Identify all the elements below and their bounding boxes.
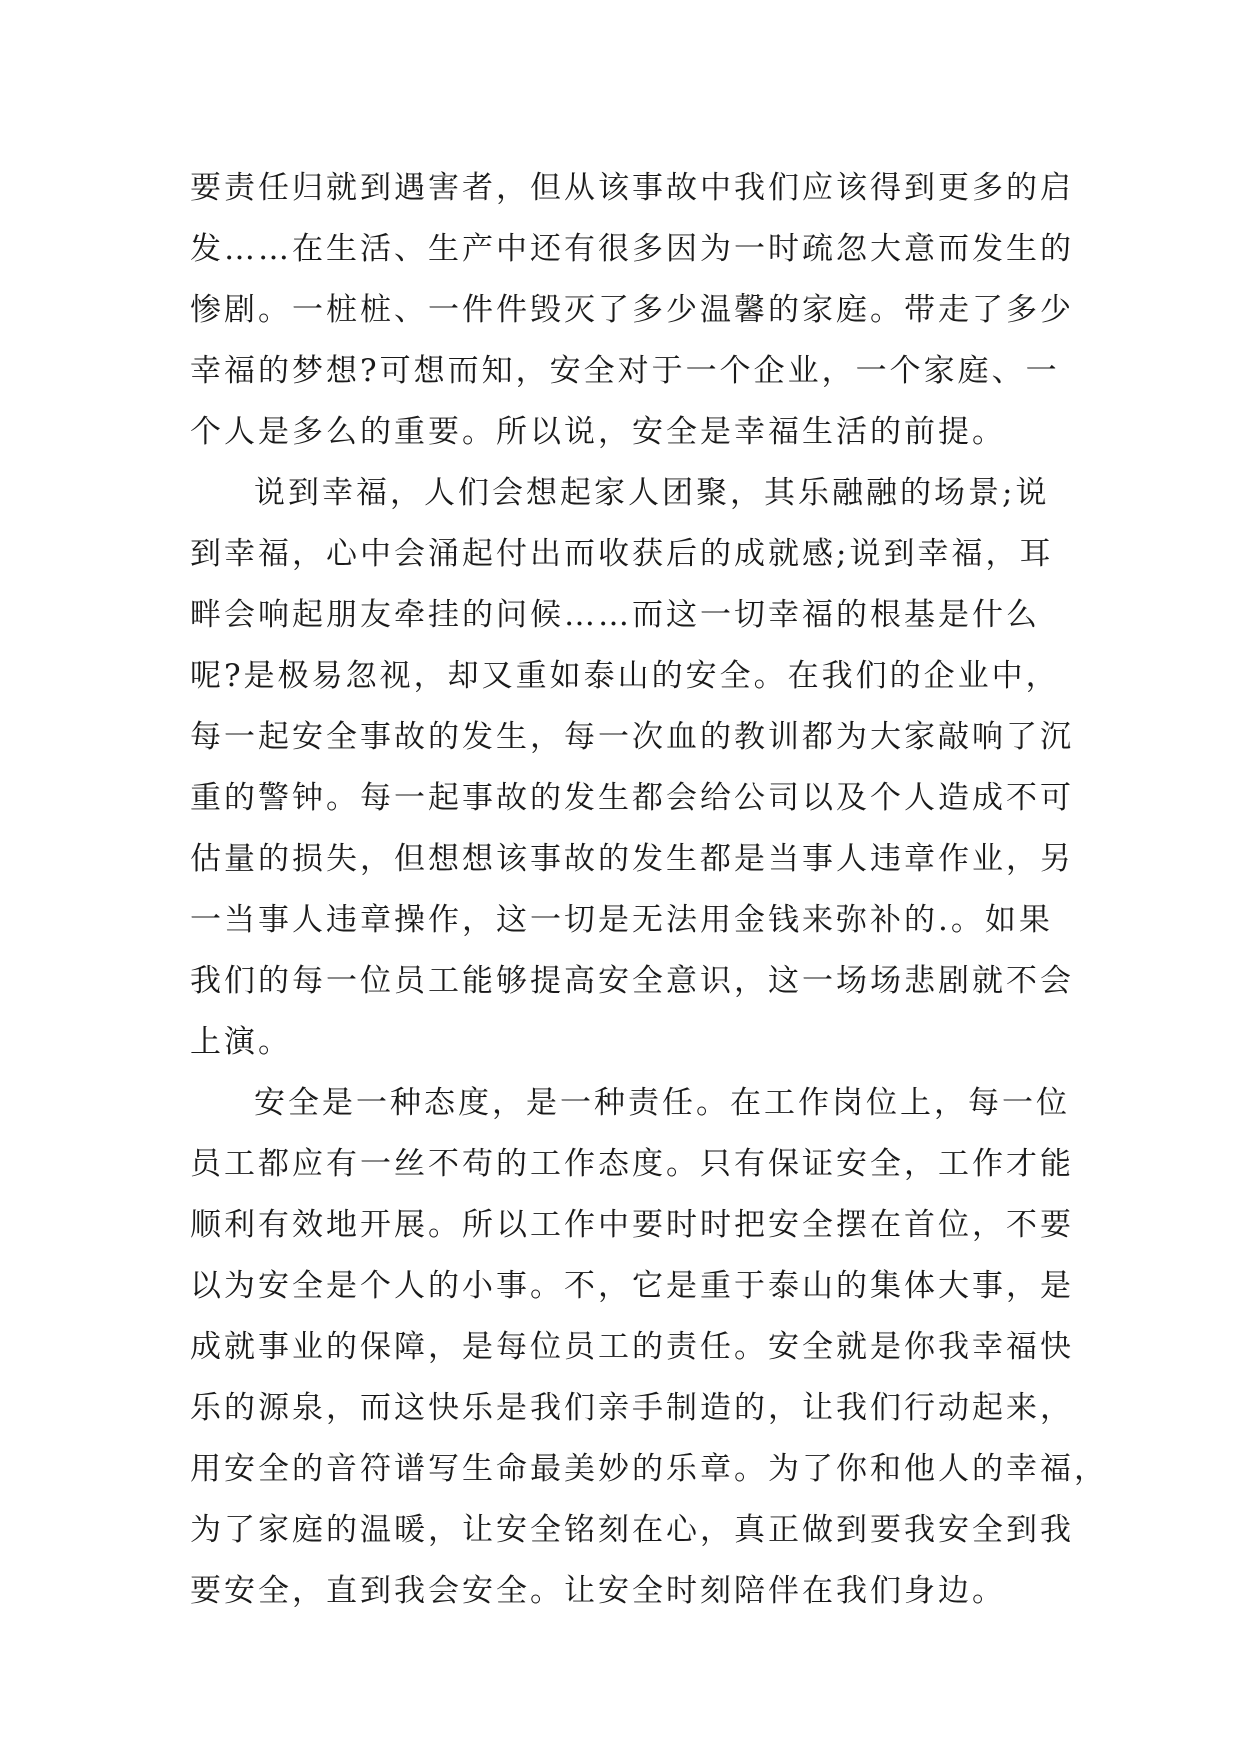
- text-line: 为了家庭的温暖，让安全铭刻在心，真正做到要我安全到我: [190, 1512, 1074, 1548]
- text-line: 估量的损失，但想想该事故的发生都是当事人违章作业，另: [190, 841, 1074, 877]
- text-line: 上演。: [190, 1024, 292, 1060]
- text-line: 畔会响起朋友牵挂的问候……而这一切幸福的根基是什么: [190, 597, 1040, 633]
- text-line: 一当事人违章操作，这一切是无法用金钱来弥补的.。如果: [190, 902, 1053, 938]
- text-line: 我们的每一位员工能够提高安全意识，这一场场悲剧就不会: [190, 963, 1074, 999]
- text-line: 用安全的音符谱写生命最美妙的乐章。为了你和他人的幸福，: [190, 1451, 1108, 1487]
- text-line: 呢?是极易忽视，却又重如泰山的安全。在我们的企业中，: [190, 658, 1060, 694]
- text-line: 成就事业的保障，是每位员工的责任。安全就是你我幸福快: [190, 1329, 1074, 1365]
- text-line: 每一起安全事故的发生，每一次血的教训都为大家敲响了沉: [190, 719, 1074, 755]
- text-line: 以为安全是个人的小事。不，它是重于泰山的集体大事，是: [190, 1268, 1074, 1304]
- text-line: 要责任归就到遇害者，但从该事故中我们应该得到更多的启: [190, 170, 1074, 206]
- text-line: 个人是多么的重要。所以说，安全是幸福生活的前提。: [190, 414, 1006, 450]
- text-line: 惨剧。一桩桩、一件件毁灭了多少温馨的家庭。带走了多少: [190, 292, 1074, 328]
- text-line: 说到幸福，人们会想起家人团聚，其乐融融的场景;说: [254, 475, 1050, 511]
- text-line: 发……在生活、生产中还有很多因为一时疏忽大意而发生的: [190, 231, 1074, 267]
- text-line: 安全是一种态度，是一种责任。在工作岗位上，每一位: [254, 1085, 1070, 1121]
- text-line: 要安全，直到我会安全。让安全时刻陪伴在我们身边。: [190, 1573, 1006, 1609]
- text-line: 顺利有效地开展。所以工作中要时时把安全摆在首位，不要: [190, 1207, 1074, 1243]
- text-line: 乐的源泉，而这快乐是我们亲手制造的，让我们行动起来，: [190, 1390, 1074, 1426]
- document-body: [190, 158, 1108, 1622]
- paragraph-2: [190, 463, 1074, 1073]
- text-line: 幸福的梦想?可想而知，安全对于一个企业，一个家庭、一: [190, 353, 1060, 389]
- text-line: 重的警钟。每一起事故的发生都会给公司以及个人造成不可: [190, 780, 1074, 816]
- paragraph-1: [190, 158, 1074, 463]
- text-line: 到幸福，心中会涌起付出而收获后的成就感;说到幸福，耳: [190, 536, 1054, 572]
- text-line: 员工都应有一丝不苟的工作态度。只有保证安全，工作才能: [190, 1146, 1074, 1182]
- paragraph-3: [190, 1073, 1108, 1622]
